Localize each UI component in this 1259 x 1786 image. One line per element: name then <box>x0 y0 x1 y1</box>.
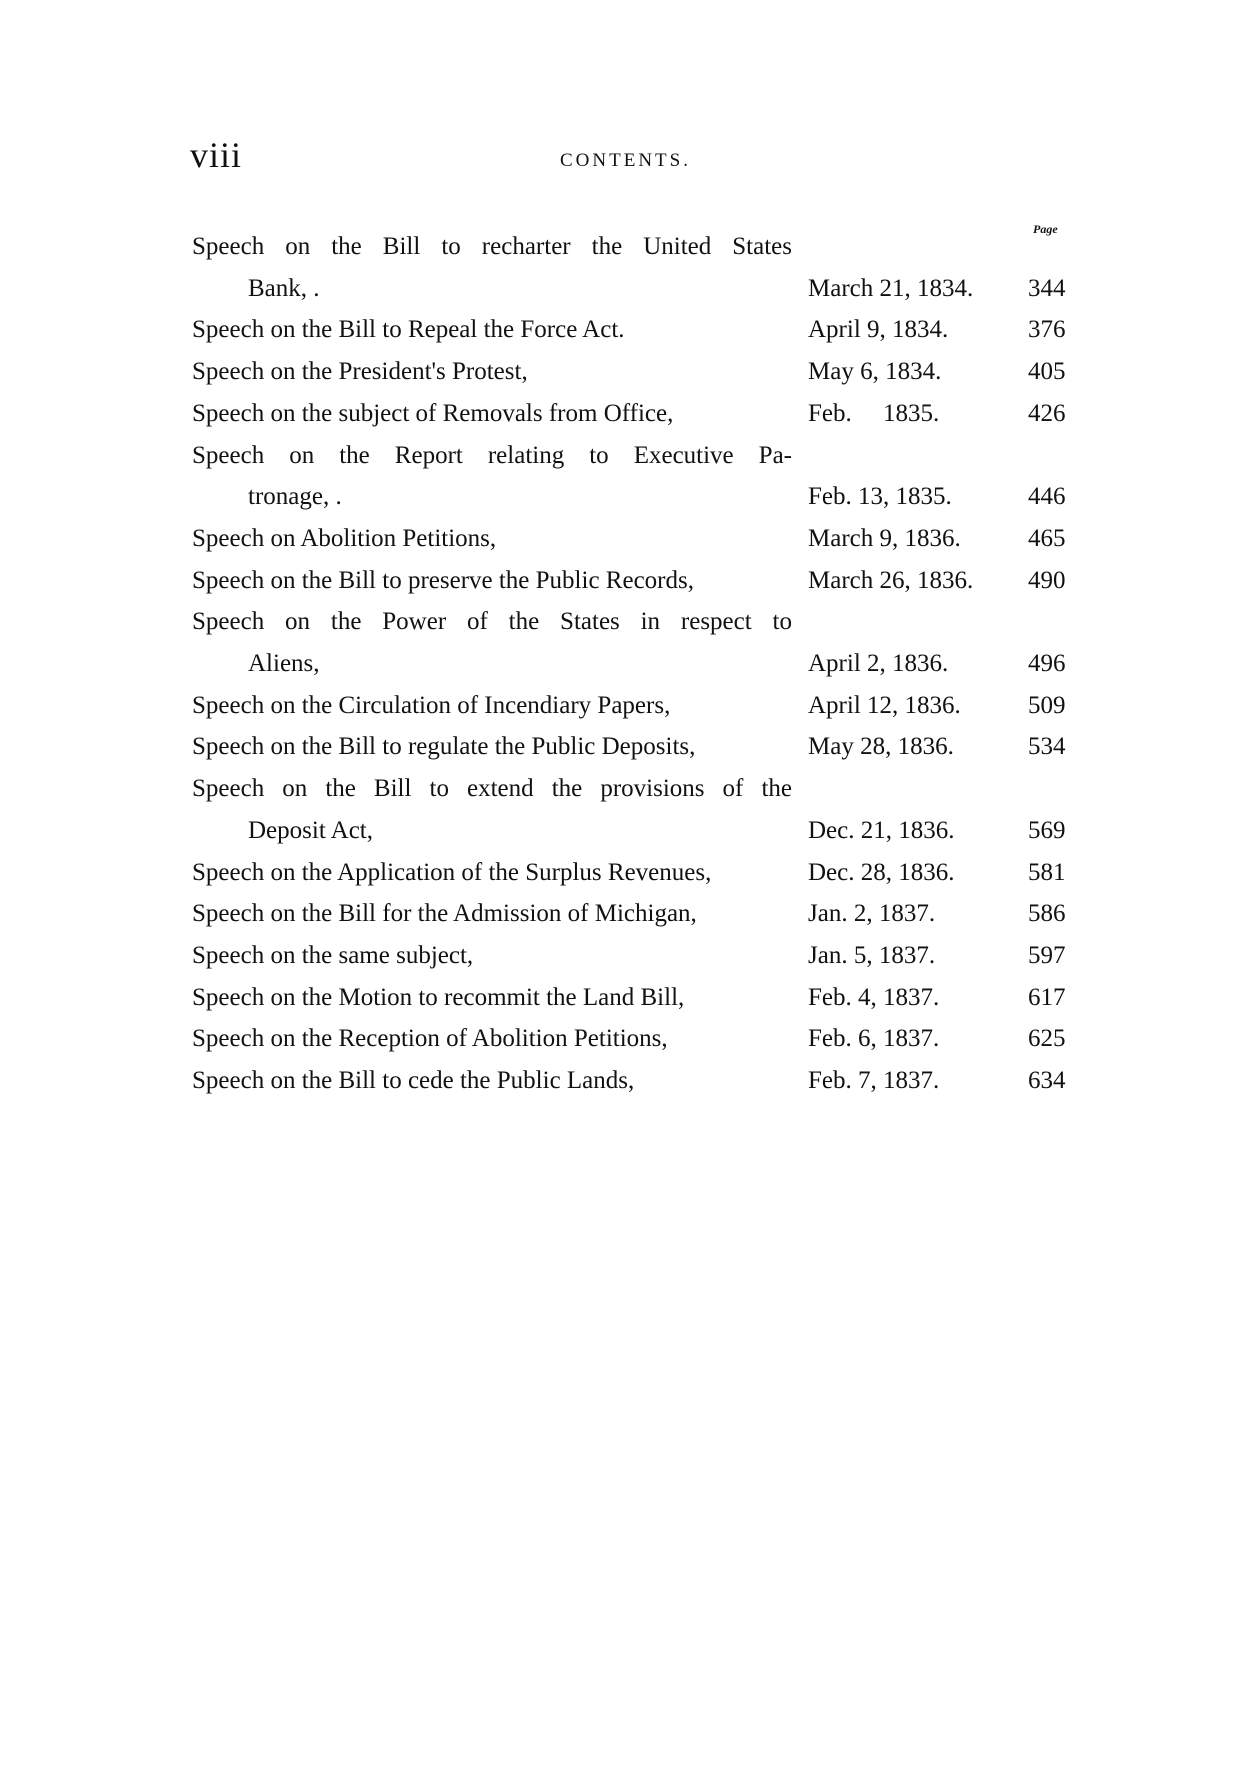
toc-entry-title: Speech on the Reception of Abolition Petitions, <box>192 1025 668 1053</box>
toc-entry-date: Dec. 28, 1836. <box>808 858 955 886</box>
toc-entry-page: 426 <box>1028 399 1066 427</box>
toc-entry-title: Speech on the Bill to extend the provisions of the <box>192 775 792 803</box>
toc-entry-title: Speech on the Circulation of Incendiary Papers, <box>192 691 671 719</box>
toc-entry-page: 376 <box>1028 316 1066 344</box>
toc-entry-date: Feb. 1835. <box>808 399 940 427</box>
toc-entry-title: Speech on the Bill for the Admission of Michigan, <box>192 900 697 928</box>
toc-entry-date: Feb. 7, 1837. <box>808 1067 940 1094</box>
toc-line <box>0 895 1259 933</box>
toc-entry-date: April 2, 1836. <box>808 650 949 677</box>
toc-entry-title: Speech on the Motion to recommit the Land Bill, <box>192 983 685 1011</box>
toc-line <box>0 603 1259 641</box>
toc-line <box>0 353 1259 391</box>
toc-entry-title-continuation: Aliens, <box>248 650 320 677</box>
toc-entry-date: March 9, 1836. <box>808 524 961 552</box>
toc-entry-title: Speech on the Bill to cede the Public Lands, <box>192 1067 635 1094</box>
toc-entry-date: Jan. 2, 1837. <box>808 900 936 928</box>
toc-line <box>0 812 1259 850</box>
toc-entry-title: Speech on the Bill to preserve the Public Records, <box>192 566 694 594</box>
toc-entry-title: Speech on the same subject, <box>192 941 474 969</box>
running-head: CONTENTS. <box>560 150 691 171</box>
toc-entry-date: Feb. 4, 1837. <box>808 983 940 1011</box>
toc-line <box>0 1020 1259 1058</box>
toc-entry-date: March 26, 1836. <box>808 566 974 594</box>
toc-entry-title-continuation: Bank, . <box>248 274 320 302</box>
toc-line <box>0 395 1259 433</box>
toc-entry-page: 597 <box>1028 941 1066 969</box>
toc-entry-title: Speech on Abolition Petitions, <box>192 524 497 552</box>
page-column-label: Page <box>1033 222 1058 236</box>
toc-entry-title-continuation: tronage, . <box>248 483 342 511</box>
toc-line <box>0 770 1259 808</box>
toc-line <box>0 979 1259 1017</box>
toc-entry-page: 344 <box>1028 274 1066 302</box>
toc-entry-date: Feb. 6, 1837. <box>808 1025 940 1053</box>
toc-line <box>0 937 1259 975</box>
toc-entry-page: 490 <box>1028 566 1066 594</box>
toc-entry-title-continuation: Deposit Act, <box>248 816 373 844</box>
toc-line <box>0 1062 1259 1100</box>
toc-entry-title: Speech on the subject of Removals from Office, <box>192 399 674 427</box>
toc-entry-title: Speech on the Bill to Repeal the Force Act. <box>192 316 625 344</box>
toc-entry-page: 586 <box>1028 900 1066 928</box>
toc-line <box>0 854 1259 892</box>
toc-entry-date: Feb. 13, 1835. <box>808 483 952 511</box>
toc-entry-date: April 12, 1836. <box>808 691 961 719</box>
toc-entry-date: March 21, 1834. <box>808 274 974 302</box>
toc-entry-date: April 9, 1834. <box>808 316 949 344</box>
toc-entry-page: 534 <box>1028 733 1066 761</box>
toc-entry-title: Speech on the Bill to recharter the United States <box>192 233 792 260</box>
toc-entry-page: 496 <box>1028 650 1066 677</box>
toc-entry-page: 446 <box>1028 483 1066 511</box>
toc-entry-date: Dec. 21, 1836. <box>808 816 955 844</box>
toc-line <box>0 437 1259 475</box>
toc-entry-title: Speech on the Power of the States in respect to <box>192 608 792 636</box>
toc-entry-title: Speech on the Bill to regulate the Public Deposits, <box>192 733 696 761</box>
toc-entry-title: Speech on the President's Protest, <box>192 358 528 386</box>
toc-entry-date: May 28, 1836. <box>808 733 954 761</box>
toc-entry-title: Speech on the Application of the Surplus Revenues, <box>192 858 712 886</box>
toc-entry-page: 634 <box>1028 1067 1066 1094</box>
toc-line <box>0 478 1259 516</box>
toc-line <box>0 228 1259 266</box>
toc-line <box>0 562 1259 600</box>
toc-entry-title: Speech on the Report relating to Executive Pa- <box>192 441 792 469</box>
toc-line <box>0 645 1259 683</box>
toc-entry-date: Jan. 5, 1837. <box>808 941 936 969</box>
toc-line <box>0 311 1259 349</box>
toc-entry-page: 465 <box>1028 524 1066 552</box>
toc-entry-page: 405 <box>1028 358 1066 386</box>
toc-line <box>0 520 1259 558</box>
toc-entry-page: 625 <box>1028 1025 1066 1053</box>
toc-line <box>0 687 1259 725</box>
toc-entry-page: 581 <box>1028 858 1066 886</box>
page-number: viii <box>190 135 243 175</box>
toc-entry-page: 509 <box>1028 691 1066 719</box>
toc-entry-date: May 6, 1834. <box>808 358 942 386</box>
toc-entry-page: 617 <box>1028 983 1066 1011</box>
toc-line <box>0 270 1259 308</box>
toc-entry-page: 569 <box>1028 816 1066 844</box>
toc-line <box>0 728 1259 766</box>
